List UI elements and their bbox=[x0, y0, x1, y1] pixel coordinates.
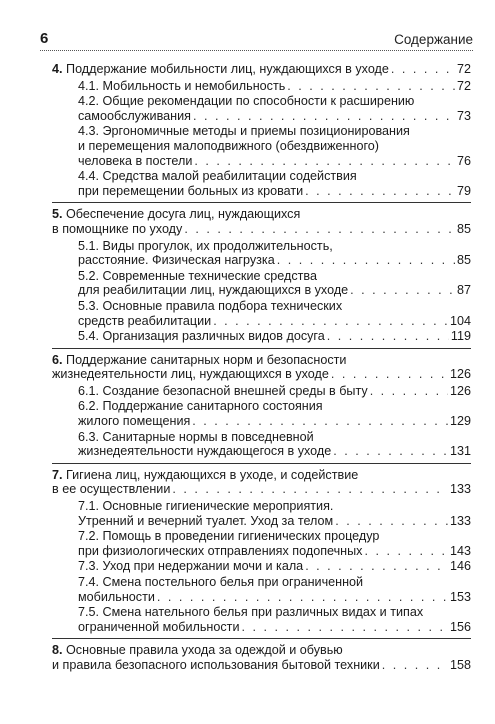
dot-leader bbox=[194, 154, 455, 169]
page-ref: 126 bbox=[449, 367, 471, 382]
subsection-entry bbox=[78, 299, 471, 328]
page-ref: 143 bbox=[449, 543, 471, 558]
toc-section bbox=[52, 62, 471, 203]
chapter-entry bbox=[52, 643, 471, 672]
entry-title-line: Утренний и вечерний туалет. Уход за телом bbox=[78, 513, 334, 528]
entry-title-line: в помощнике по уходу bbox=[52, 221, 183, 236]
entry-title-line: 5.3. Основные правила подбора технических bbox=[78, 298, 343, 313]
section-number: 5. bbox=[52, 207, 63, 222]
chapter-entry bbox=[52, 62, 471, 77]
subsection-entry bbox=[78, 384, 471, 399]
section-number: 4. bbox=[52, 62, 63, 76]
subsection-entry bbox=[78, 575, 471, 604]
subsection-entry bbox=[78, 169, 471, 198]
page-ref: 85 bbox=[456, 221, 471, 236]
toc-section bbox=[52, 207, 471, 348]
toc-section bbox=[52, 468, 471, 640]
chapter-entry bbox=[52, 207, 471, 236]
entry-title-line: 6.2. Поддержание санитарного состояния bbox=[78, 399, 323, 414]
entry-title-line: мобильности bbox=[78, 589, 155, 604]
page-ref: 153 bbox=[449, 589, 471, 604]
page-ref: 72 bbox=[456, 62, 471, 76]
dot-leader bbox=[382, 658, 448, 673]
dot-leader bbox=[172, 482, 448, 497]
entry-title-line: самообслуживания bbox=[78, 108, 191, 123]
page-ref: 85 bbox=[456, 253, 471, 268]
subsection-entry bbox=[78, 124, 471, 168]
entry-title-line: 7.5. Смена нательного белья при различных видах и типах bbox=[78, 605, 424, 620]
entry-title-line: ограниченной мобильности bbox=[78, 619, 240, 634]
entry-title-line: жизнедеятельности лиц, нуждающихся в уходе bbox=[52, 367, 329, 382]
running-head: Содержание bbox=[394, 32, 473, 47]
toc-section bbox=[52, 353, 471, 464]
dot-leader bbox=[335, 514, 448, 529]
dot-leader bbox=[277, 253, 455, 268]
chapter-entry bbox=[52, 353, 471, 382]
dot-leader bbox=[370, 384, 448, 399]
page-ref: 104 bbox=[449, 313, 471, 328]
section-number: 8. bbox=[52, 643, 63, 658]
table-of-contents bbox=[52, 60, 471, 682]
page-ref: 126 bbox=[449, 383, 471, 398]
entry-title-line: в ее осуществлении bbox=[52, 482, 171, 497]
dot-leader bbox=[242, 620, 448, 635]
subsection-entry bbox=[78, 269, 471, 298]
dot-leader bbox=[184, 222, 455, 237]
section-number: 6. bbox=[52, 352, 63, 367]
dot-leader bbox=[331, 367, 448, 382]
dot-leader bbox=[327, 329, 449, 344]
chapter-entry bbox=[52, 468, 471, 497]
entry-title-line: и правила безопасного использования бытовой техники bbox=[52, 657, 380, 672]
entry-title-line: Основные правила ухода за одеждой и обувью bbox=[66, 643, 343, 658]
entry-title-line: 5.1. Виды прогулок, их продолжительность, bbox=[78, 238, 333, 253]
entry-title-line: средств реабилитации bbox=[78, 313, 212, 328]
entry-title-line: при физиологических отправлениях подопечных bbox=[78, 543, 363, 558]
subsection-entry bbox=[78, 94, 471, 123]
page-ref: 131 bbox=[449, 444, 471, 459]
entry-title-line: расстояние. Физическая нагрузка bbox=[78, 253, 275, 268]
page-ref: 129 bbox=[449, 414, 471, 429]
entry-title-line: 5.2. Современные технические средства bbox=[78, 268, 317, 283]
entry-title-line: жизнедеятельности нуждающегося в уходе bbox=[78, 444, 332, 459]
subsection-entry bbox=[78, 605, 471, 634]
page-ref: 158 bbox=[449, 657, 471, 672]
page-ref: 87 bbox=[456, 283, 471, 298]
dot-leader bbox=[192, 414, 448, 429]
subsection-entry bbox=[78, 239, 471, 268]
page-ref: 133 bbox=[449, 513, 471, 528]
page-ref: 73 bbox=[456, 108, 471, 123]
subsection-entry bbox=[78, 399, 471, 428]
page-ref: 146 bbox=[449, 559, 471, 574]
entry-title-line: жилого помещения bbox=[78, 414, 191, 429]
dot-leader bbox=[364, 544, 448, 559]
subsection-entry bbox=[78, 79, 471, 94]
dot-leader bbox=[287, 79, 455, 94]
entry-title-line: 4.4. Средства малой реабилитации содействия bbox=[78, 169, 357, 184]
dot-leader bbox=[157, 590, 448, 605]
dot-leader bbox=[213, 314, 448, 329]
subsection-entry bbox=[78, 329, 471, 344]
entry-title-line: 6.1. Создание безопасной внешней среды в быту bbox=[78, 383, 368, 398]
entry-title-line: 4.3. Эргономичные методы и приемы позиционирования bbox=[78, 124, 410, 139]
page-ref: 156 bbox=[449, 619, 471, 634]
dot-leader bbox=[350, 283, 455, 298]
dot-leader bbox=[305, 559, 448, 574]
entry-title-line: для реабилитации лиц, нуждающихся в уходе bbox=[78, 283, 349, 298]
dot-leader bbox=[193, 109, 455, 124]
dot-leader bbox=[305, 184, 455, 199]
entry-title-line: человека в постели bbox=[78, 153, 193, 168]
entry-title-line: 4.1. Мобильность и немобильность bbox=[78, 78, 286, 93]
entry-title-line: 4.2. Общие рекомендации по способности к расширению bbox=[78, 94, 415, 109]
entry-title-line: Поддержание мобильности лиц, нуждающихся в уходе bbox=[66, 62, 389, 76]
toc-section bbox=[52, 643, 471, 677]
entry-title-line: при перемещении больных из кровати bbox=[78, 183, 304, 198]
dot-leader bbox=[391, 62, 455, 77]
entry-title-line: Гигиена лиц, нуждающихся в уходе, и содействие bbox=[66, 467, 359, 482]
subsection-entry bbox=[78, 559, 471, 574]
page-ref: 76 bbox=[456, 153, 471, 168]
entry-title-line: 7.4. Смена постельного белья при ограниченной bbox=[78, 575, 364, 589]
dot-leader bbox=[333, 444, 448, 459]
section-number: 7. bbox=[52, 467, 63, 482]
page-ref: 133 bbox=[449, 482, 471, 497]
entry-title-line: и перемещения малоподвижного (обездвиженного) bbox=[78, 138, 379, 153]
subsection-entry bbox=[78, 529, 471, 558]
page-header bbox=[40, 30, 473, 51]
subsection-entry bbox=[78, 430, 471, 459]
entry-title-line: 7.2. Помощь в проведении гигиенических процедур bbox=[78, 529, 380, 544]
entry-title-line: 6.3. Санитарные нормы в повседневной bbox=[78, 429, 314, 444]
entry-title-line: 7.3. Уход при недержании мочи и кала bbox=[78, 559, 304, 574]
page-ref: 79 bbox=[456, 183, 471, 198]
entry-title-line: Обеспечение досуга лиц, нуждающихся bbox=[66, 207, 301, 222]
entry-title-line: 7.1. Основные гигиенические мероприятия. bbox=[78, 499, 334, 514]
page-ref: 72 bbox=[456, 78, 471, 93]
page-number: 6 bbox=[40, 30, 49, 47]
subsection-entry bbox=[78, 499, 471, 528]
entry-title-line: 5.4. Организация различных видов досуга bbox=[78, 329, 325, 344]
page-ref: 119 bbox=[450, 329, 471, 344]
entry-title-line: Поддержание санитарных норм и безопасности bbox=[66, 352, 347, 367]
